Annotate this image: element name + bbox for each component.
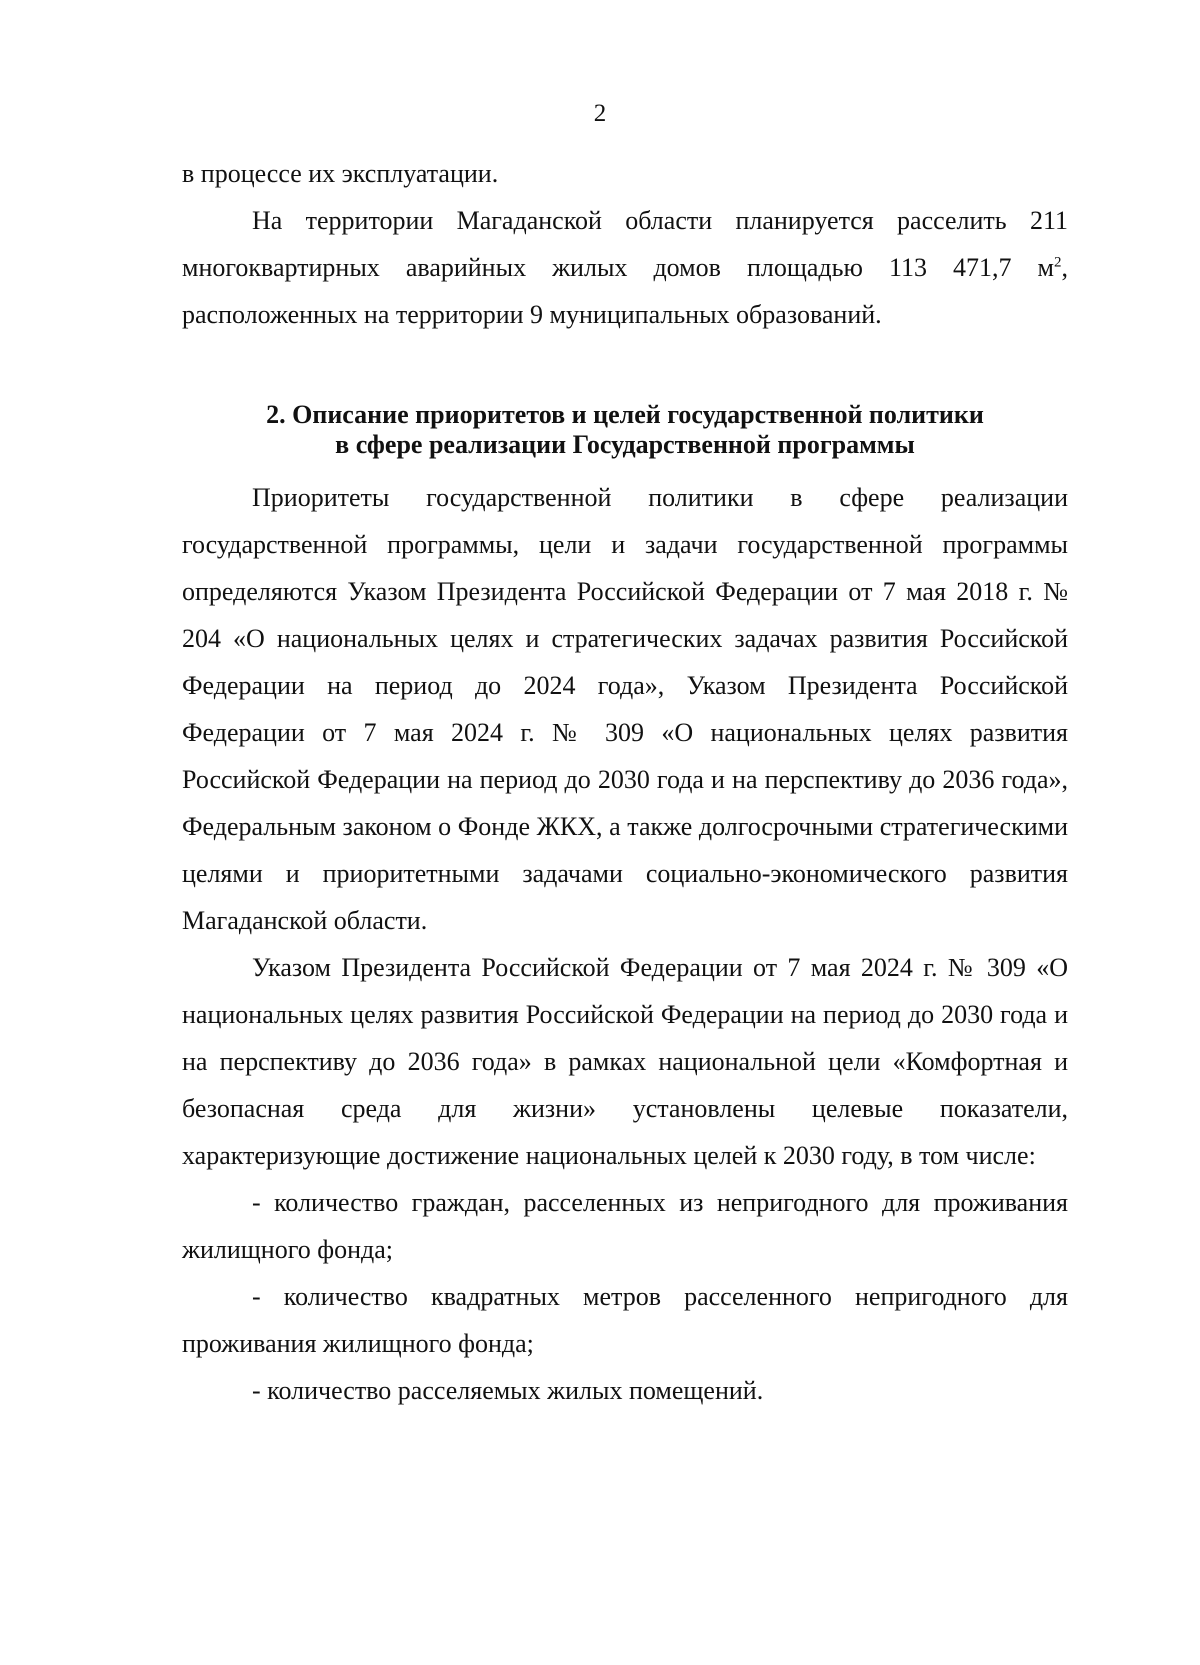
paragraph-resettlement-text: На территории Магаданской области планируется расселить 211 многоквартирных аварийных жилых домов площадью 113 471,7 м — [182, 206, 1068, 282]
list-item: - количество расселяемых жилых помещений. — [252, 1376, 764, 1405]
intro-block — [182, 150, 1068, 338]
paragraph-resettlement — [182, 197, 1068, 338]
continuation-line: в процессе их эксплуатации. — [182, 159, 499, 188]
body-block — [182, 474, 1068, 1414]
paragraph-priorities: Приоритеты государственной политики в сфере реализации государственной программы, цели и задачи государственной программы определяются Указом Президента Российской Федерации от 7 мая 2018 г. № 204 «О национальных целях и стратегических задачах развития Российской Федерации на период до 2024 года», Указом Президента Российской Федерации от 7 мая 2024 г. № 309 «О национальных целях развития Российской Федерации на период до 2030 года и на перспективу до 2036 года», Федеральным законом о Фонде ЖКХ, а также долгосрочными стратегическими целями и приоритетными задачами социально-экономического развития Магаданской области. — [182, 483, 1068, 935]
section-heading-line-2: в сфере реализации Государственной программы — [335, 430, 915, 459]
paragraph-resettlement-tail: , расположенных на территории 9 муниципальных образований. — [182, 253, 1068, 329]
list-item: - количество квадратных метров расселенного непригодного для проживания жилищного фонда; — [182, 1282, 1068, 1358]
page-number: 2 — [593, 100, 607, 127]
area-unit-superscript: 2 — [1054, 254, 1062, 271]
section-heading — [182, 400, 1068, 460]
section-heading-line-1: 2. Описание приоритетов и целей государственной политики — [266, 400, 984, 429]
list-item: - количество граждан, расселенных из непригодного для проживания жилищного фонда; — [182, 1188, 1068, 1264]
paragraph-decree: Указом Президента Российской Федерации от 7 мая 2024 г. № 309 «О национальных целях развития Российской Федерации на период до 2030 года и на перспективу до 2036 года» в рамках национальной цели «Комфортная и безопасная среда для жизни» установлены целевые показатели, характеризующие достижение национальных целей к 2030 году, в том числе: — [182, 953, 1068, 1170]
